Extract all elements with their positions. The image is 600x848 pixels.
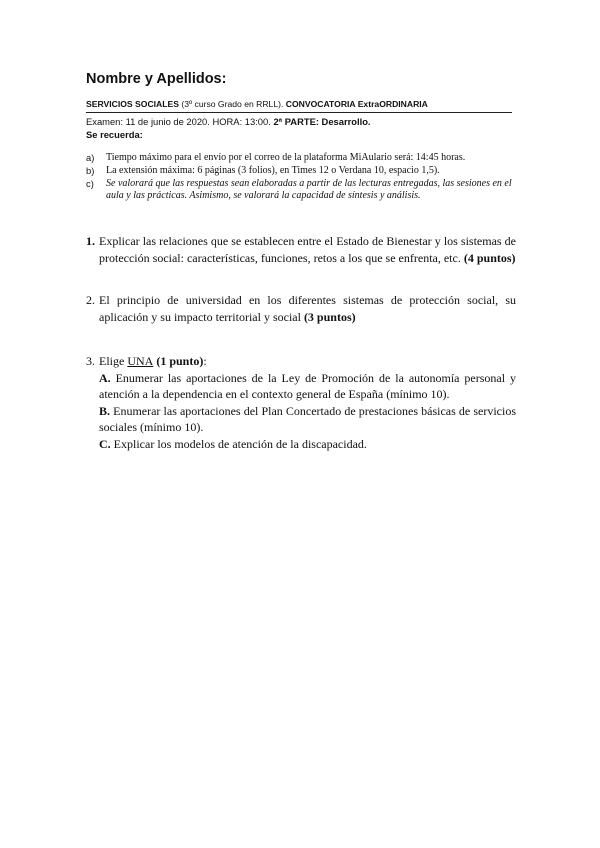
exam-date-time: Examen: 11 de junio de 2020. HORA: 13:00. xyxy=(86,116,274,127)
course-name: SERVICIOS SOCIALES xyxy=(86,99,179,109)
question-points: (4 puntos) xyxy=(463,250,516,265)
option-letter: B. xyxy=(99,403,111,418)
question-1 xyxy=(86,233,516,266)
reminder-list xyxy=(86,152,516,203)
question-prefix: Elige xyxy=(99,354,128,368)
option-text: Explicar los modelos de atención de la discapacidad. xyxy=(110,436,367,451)
option-c xyxy=(86,436,516,453)
option-text: Enumerar las aportaciones de la Ley de Promoción de la autonomía personal y atención a la dependencia en el contexto general de España (mínimo 10). xyxy=(99,370,516,401)
question-3 xyxy=(86,353,516,452)
question-number: 1. xyxy=(86,234,95,248)
option-b xyxy=(86,403,516,436)
question-body: Explicar las relaciones que se establecen entre el Estado de Bienestar y los sistemas de protección social: características, funciones, retos a los que se enfrenta, etc. xyxy=(99,234,516,265)
list-marker: b) xyxy=(86,164,95,176)
name-field-title: Nombre y Apellidos: xyxy=(86,71,227,87)
question-points: (3 puntos) xyxy=(303,309,356,324)
question-body: El principio de universidad en los diferentes sistemas de protección social, su aplicación y su impacto territorial y social xyxy=(99,293,516,324)
option-a xyxy=(86,370,516,403)
list-item-text: Tiempo máximo para el envío por el correo de la plataforma MiAulario será: 14:45 horas. xyxy=(106,152,466,163)
list-marker: c) xyxy=(86,177,94,189)
exam-part: 2ª PARTE: Desarrollo. xyxy=(273,116,371,127)
list-marker: a) xyxy=(86,152,95,163)
question-text xyxy=(86,353,516,370)
question-una: UNA xyxy=(127,354,154,368)
question-text xyxy=(86,233,516,266)
question-points: (1 punto) xyxy=(153,354,204,368)
question-2 xyxy=(86,292,516,325)
reminder-heading: Se recuerda: xyxy=(86,129,143,140)
question-number: 3. xyxy=(86,354,95,368)
question-colon: : xyxy=(203,354,207,368)
list-item xyxy=(86,165,516,178)
option-letter: C. xyxy=(99,436,111,451)
exam-info xyxy=(86,116,371,127)
option-text: Enumerar las aportaciones del Plan Concertado de prestaciones básicas de servicios sociales (mínimo 10). xyxy=(99,403,516,434)
list-item-text: La extensión máxima: 6 páginas (3 folios), en Times 12 o Verdana 10, espacio 1,5). xyxy=(106,164,440,176)
question-number: 2. xyxy=(86,293,95,307)
list-item xyxy=(86,178,516,204)
convocatoria: CONVOCATORIA ExtraORDINARIA xyxy=(285,99,428,109)
question-text xyxy=(86,292,516,325)
course-header xyxy=(86,99,512,113)
list-item-text: Se valorará que las respuestas sean elaboradas a partir de las lecturas entregadas, las sesiones en el aula y las prácticas. Asimismo, se valorará la capacidad de síntesis y análisis. xyxy=(106,177,512,202)
list-item xyxy=(86,152,516,165)
course-detail: (3º curso Grado en RRLL). xyxy=(178,99,286,109)
option-letter: A. xyxy=(99,370,111,385)
